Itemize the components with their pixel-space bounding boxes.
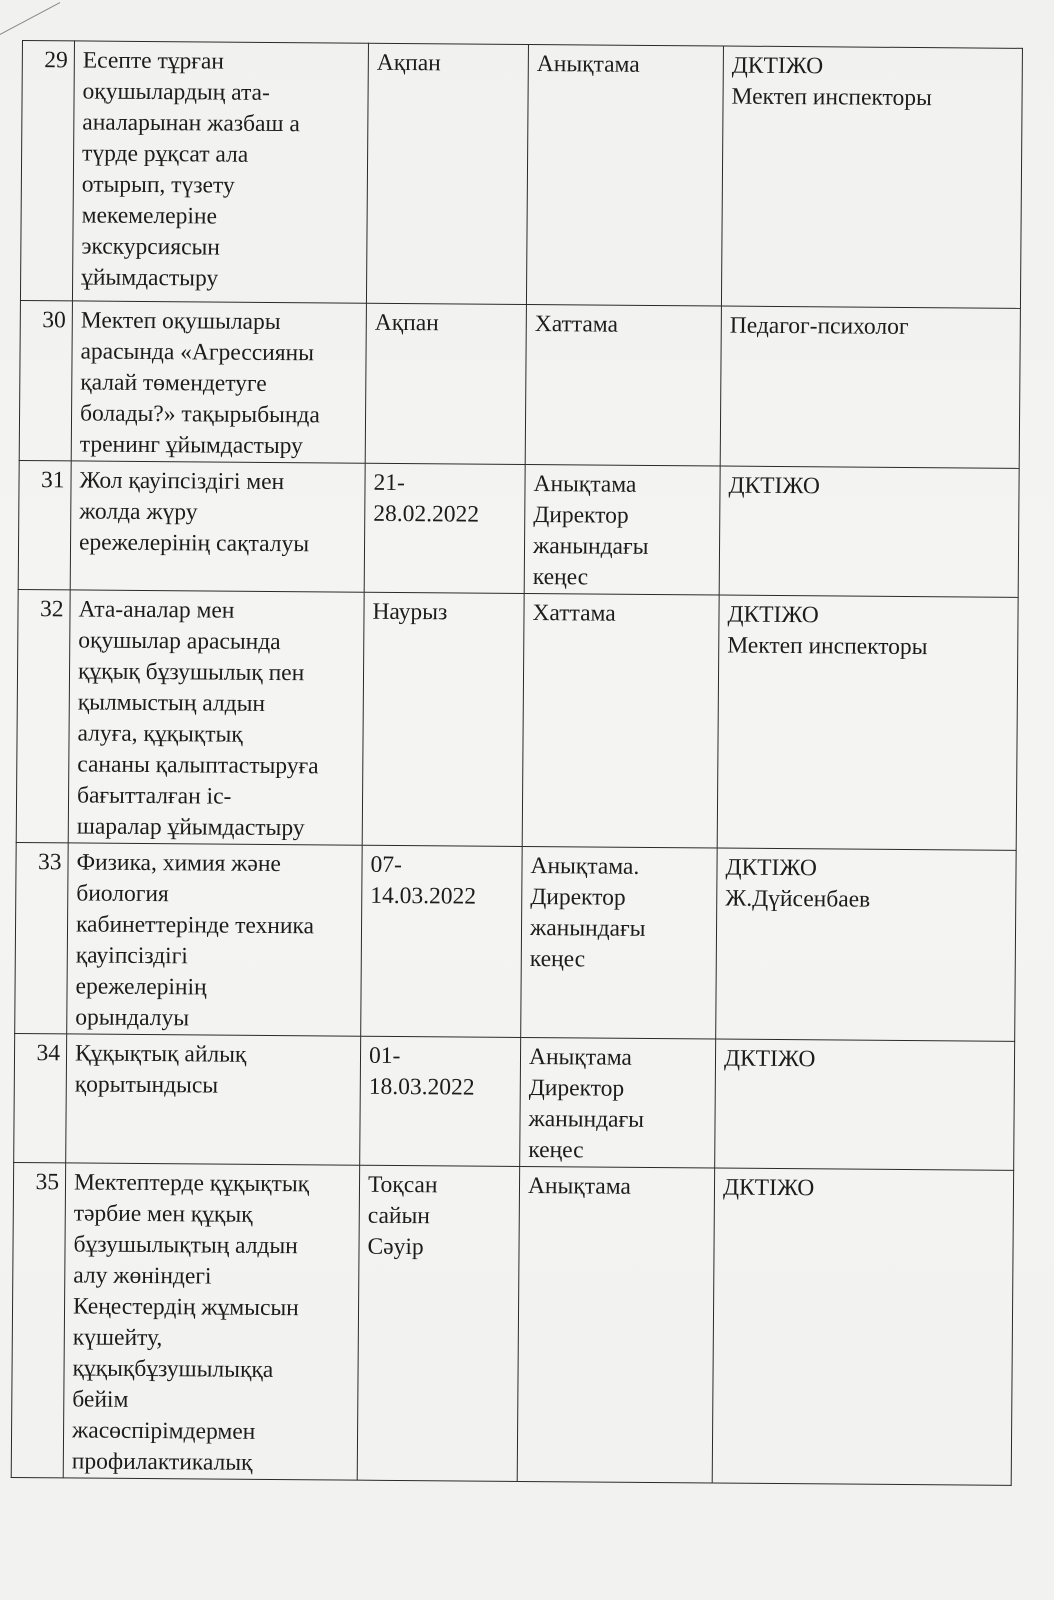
responsible-cell (715, 1039, 1015, 1170)
task-cell-line: жолда жүру (79, 498, 198, 526)
row-number: 35 (11, 1162, 65, 1477)
completion-form-cell-line: Анықтама (536, 51, 640, 78)
completion-form-cell-line: жанындағы (532, 533, 649, 560)
deadline-cell-line: 18.03.2022 (368, 1073, 475, 1101)
deadline-cell-line: 14.03.2022 (370, 882, 477, 910)
responsible-cell-line: Ж.Дүйсенбаев (725, 885, 871, 913)
task-cell (63, 1163, 359, 1480)
responsible-cell-line: Педагог-психолог (729, 312, 909, 340)
responsible-cell-line: ДКТІЖО (727, 601, 819, 629)
task-cell-line: ұйымдастыру (81, 264, 219, 292)
deadline-cell (357, 1165, 519, 1481)
task-cell-line: тәрбие мен құқық (73, 1200, 253, 1228)
deadline-cell-line: 21- (373, 469, 405, 497)
task-cell-line: алуға, құқықтық (77, 720, 243, 748)
task-cell (66, 1034, 361, 1165)
responsible-cell-line: ДКТІЖО (722, 1174, 815, 1202)
task-cell-line: қорытындысы (74, 1071, 219, 1099)
task-cell-line: ережелерінің (75, 973, 207, 1001)
task-cell-line: профилактикалық (71, 1448, 253, 1476)
task-cell-line: алу жөніндегі (73, 1262, 212, 1290)
task-cell (68, 590, 364, 845)
table-row (19, 300, 1020, 468)
task-cell-line: қауіпсіздігі (75, 942, 188, 970)
task-cell-line: кабинеттерінде техника (75, 911, 315, 940)
completion-form-cell-line: Директор (528, 1075, 625, 1102)
responsible-cell (719, 466, 1019, 597)
row-number: 31 (18, 460, 71, 589)
deadline-cell (366, 43, 528, 304)
responsible-cell-line: Мектеп инспекторы (731, 83, 932, 112)
responsible-cell (720, 306, 1020, 468)
completion-form-cell-line: кеңес (528, 1137, 584, 1164)
deadline-cell-line: 07- (370, 851, 402, 879)
task-cell-line: бұзушылықтың алдын (73, 1231, 298, 1260)
responsible-cell-line: ДКТІЖО (731, 52, 824, 80)
table-row (20, 41, 1022, 309)
deadline-cell-line: Ақпан (374, 309, 439, 337)
completion-form-cell-line: Анықтама. (530, 853, 640, 880)
deadline-cell (361, 845, 522, 1037)
completion-form-cell (524, 464, 720, 595)
row-number: 30 (19, 300, 72, 460)
completion-form-cell-line: Анықтама (528, 1044, 633, 1071)
task-cell-line: болады?» тақырыбында (79, 400, 320, 429)
task-cell-line: Есепте тұрған (82, 47, 225, 75)
completion-form-cell-line: кеңес (532, 564, 589, 591)
task-cell-line: оқушылардың ата- (82, 78, 270, 106)
deadline-cell (360, 1036, 521, 1166)
table-row (14, 1033, 1015, 1170)
task-cell-line: Құқықтық айлық (74, 1040, 247, 1068)
deadline-cell (362, 592, 524, 846)
completion-form-cell-line: жанындағы (528, 1106, 645, 1133)
task-cell-line: Физика, химия және (76, 849, 282, 878)
task-cell (67, 843, 362, 1036)
task-cell-line: биология (76, 880, 169, 908)
responsible-cell (721, 46, 1022, 308)
task-cell-line: қалай төмендетуге (80, 369, 267, 397)
task-cell-line: жасөспірімдермен (71, 1417, 256, 1445)
task-cell-line: Жол қауіпсіздігі мен (79, 467, 285, 496)
completion-form-cell (520, 1037, 716, 1168)
table-row (18, 460, 1019, 597)
completion-form-cell-line: Хаттама (534, 311, 619, 338)
task-cell-line: арасында «Агрессияны (80, 338, 315, 367)
task-cell-line: Кеңестердің жұмысын (72, 1293, 299, 1322)
row-number: 32 (16, 589, 70, 842)
task-cell-line: құқық бұзушылық пен (77, 658, 305, 687)
task-cell-line: бейім (72, 1386, 129, 1413)
document-page (11, 40, 1022, 1488)
task-cell-line: құқықбұзушылыққа (72, 1355, 274, 1384)
deadline-cell-line: Наурыз (372, 598, 448, 626)
responsible-cell-line: ДКТІЖО (728, 472, 820, 500)
task-cell (70, 461, 365, 592)
completion-form-cell (517, 1166, 714, 1483)
task-cell-line: сананы қалыптастыруға (77, 751, 319, 780)
task-cell-line: мекемелеріне (81, 202, 218, 230)
task-cell (72, 41, 368, 303)
task-cell-line: шаралар ұйымдастыру (76, 813, 305, 842)
plan-table (11, 40, 1023, 1486)
deadline-cell-line: Сәуір (367, 1233, 424, 1261)
completion-form-cell-line: Анықтама (533, 471, 637, 498)
responsible-cell (716, 848, 1016, 1041)
deadline-cell (364, 463, 525, 593)
completion-form-cell-line: Хаттама (532, 600, 616, 627)
completion-form-cell-line: Директор (530, 884, 626, 911)
completion-form-cell (522, 593, 719, 848)
task-cell-line: отырып, түзету (81, 171, 235, 199)
completion-form-cell-line: жанындағы (529, 915, 646, 942)
deadline-cell-line: 01- (368, 1042, 401, 1070)
page-corner-fold (0, 0, 60, 40)
completion-form-cell (525, 304, 721, 466)
task-cell-line: экскурсиясын (81, 233, 221, 261)
responsible-cell-line: Мектеп инспекторы (727, 632, 928, 661)
responsible-cell-line: ДКТІЖО (725, 854, 817, 882)
table-row (16, 589, 1018, 850)
task-cell-line: аналарынан жазбаш а (82, 109, 300, 138)
deadline-cell-line: 28.02.2022 (373, 500, 480, 528)
completion-form-cell (526, 44, 723, 306)
task-cell-line: ережелерінің сақталуы (78, 529, 310, 558)
task-cell-line: оқушылар арасында (78, 627, 281, 656)
responsible-cell (712, 1168, 1013, 1485)
table-row (15, 842, 1016, 1041)
row-number: 33 (15, 842, 68, 1033)
completion-form-cell-line: Анықтама (527, 1173, 632, 1200)
deadline-cell (365, 303, 526, 464)
responsible-cell-line: ДКТІЖО (723, 1045, 816, 1073)
row-number: 29 (20, 41, 74, 301)
completion-form-cell-line: Директор (533, 502, 629, 529)
task-cell-line: орындалуы (75, 1004, 190, 1032)
completion-form-cell-line: кеңес (529, 946, 586, 973)
deadline-cell-line: сайын (367, 1202, 430, 1230)
deadline-cell-line: Ақпан (376, 49, 441, 77)
row-number: 34 (14, 1033, 67, 1162)
task-cell-line: қылмыстың алдын (77, 689, 266, 717)
completion-form-cell (521, 846, 717, 1039)
table-row (11, 1162, 1013, 1485)
task-cell-line: бағытталған іс- (76, 782, 232, 810)
task-cell-line: Мектеп оқушылары (80, 307, 281, 336)
task-cell-line: түрде рұқсат ала (82, 140, 249, 168)
task-cell-line: Ата-аналар мен (78, 596, 235, 624)
responsible-cell (717, 595, 1018, 850)
task-cell-line: тренинг ұйымдастыру (79, 431, 303, 460)
plan-table-body (11, 41, 1022, 1486)
task-cell-line: күшейту, (72, 1324, 163, 1352)
deadline-cell-line: Тоқсан (367, 1171, 438, 1199)
task-cell (71, 301, 366, 463)
task-cell-line: Мектептерде құқықтық (73, 1169, 310, 1198)
